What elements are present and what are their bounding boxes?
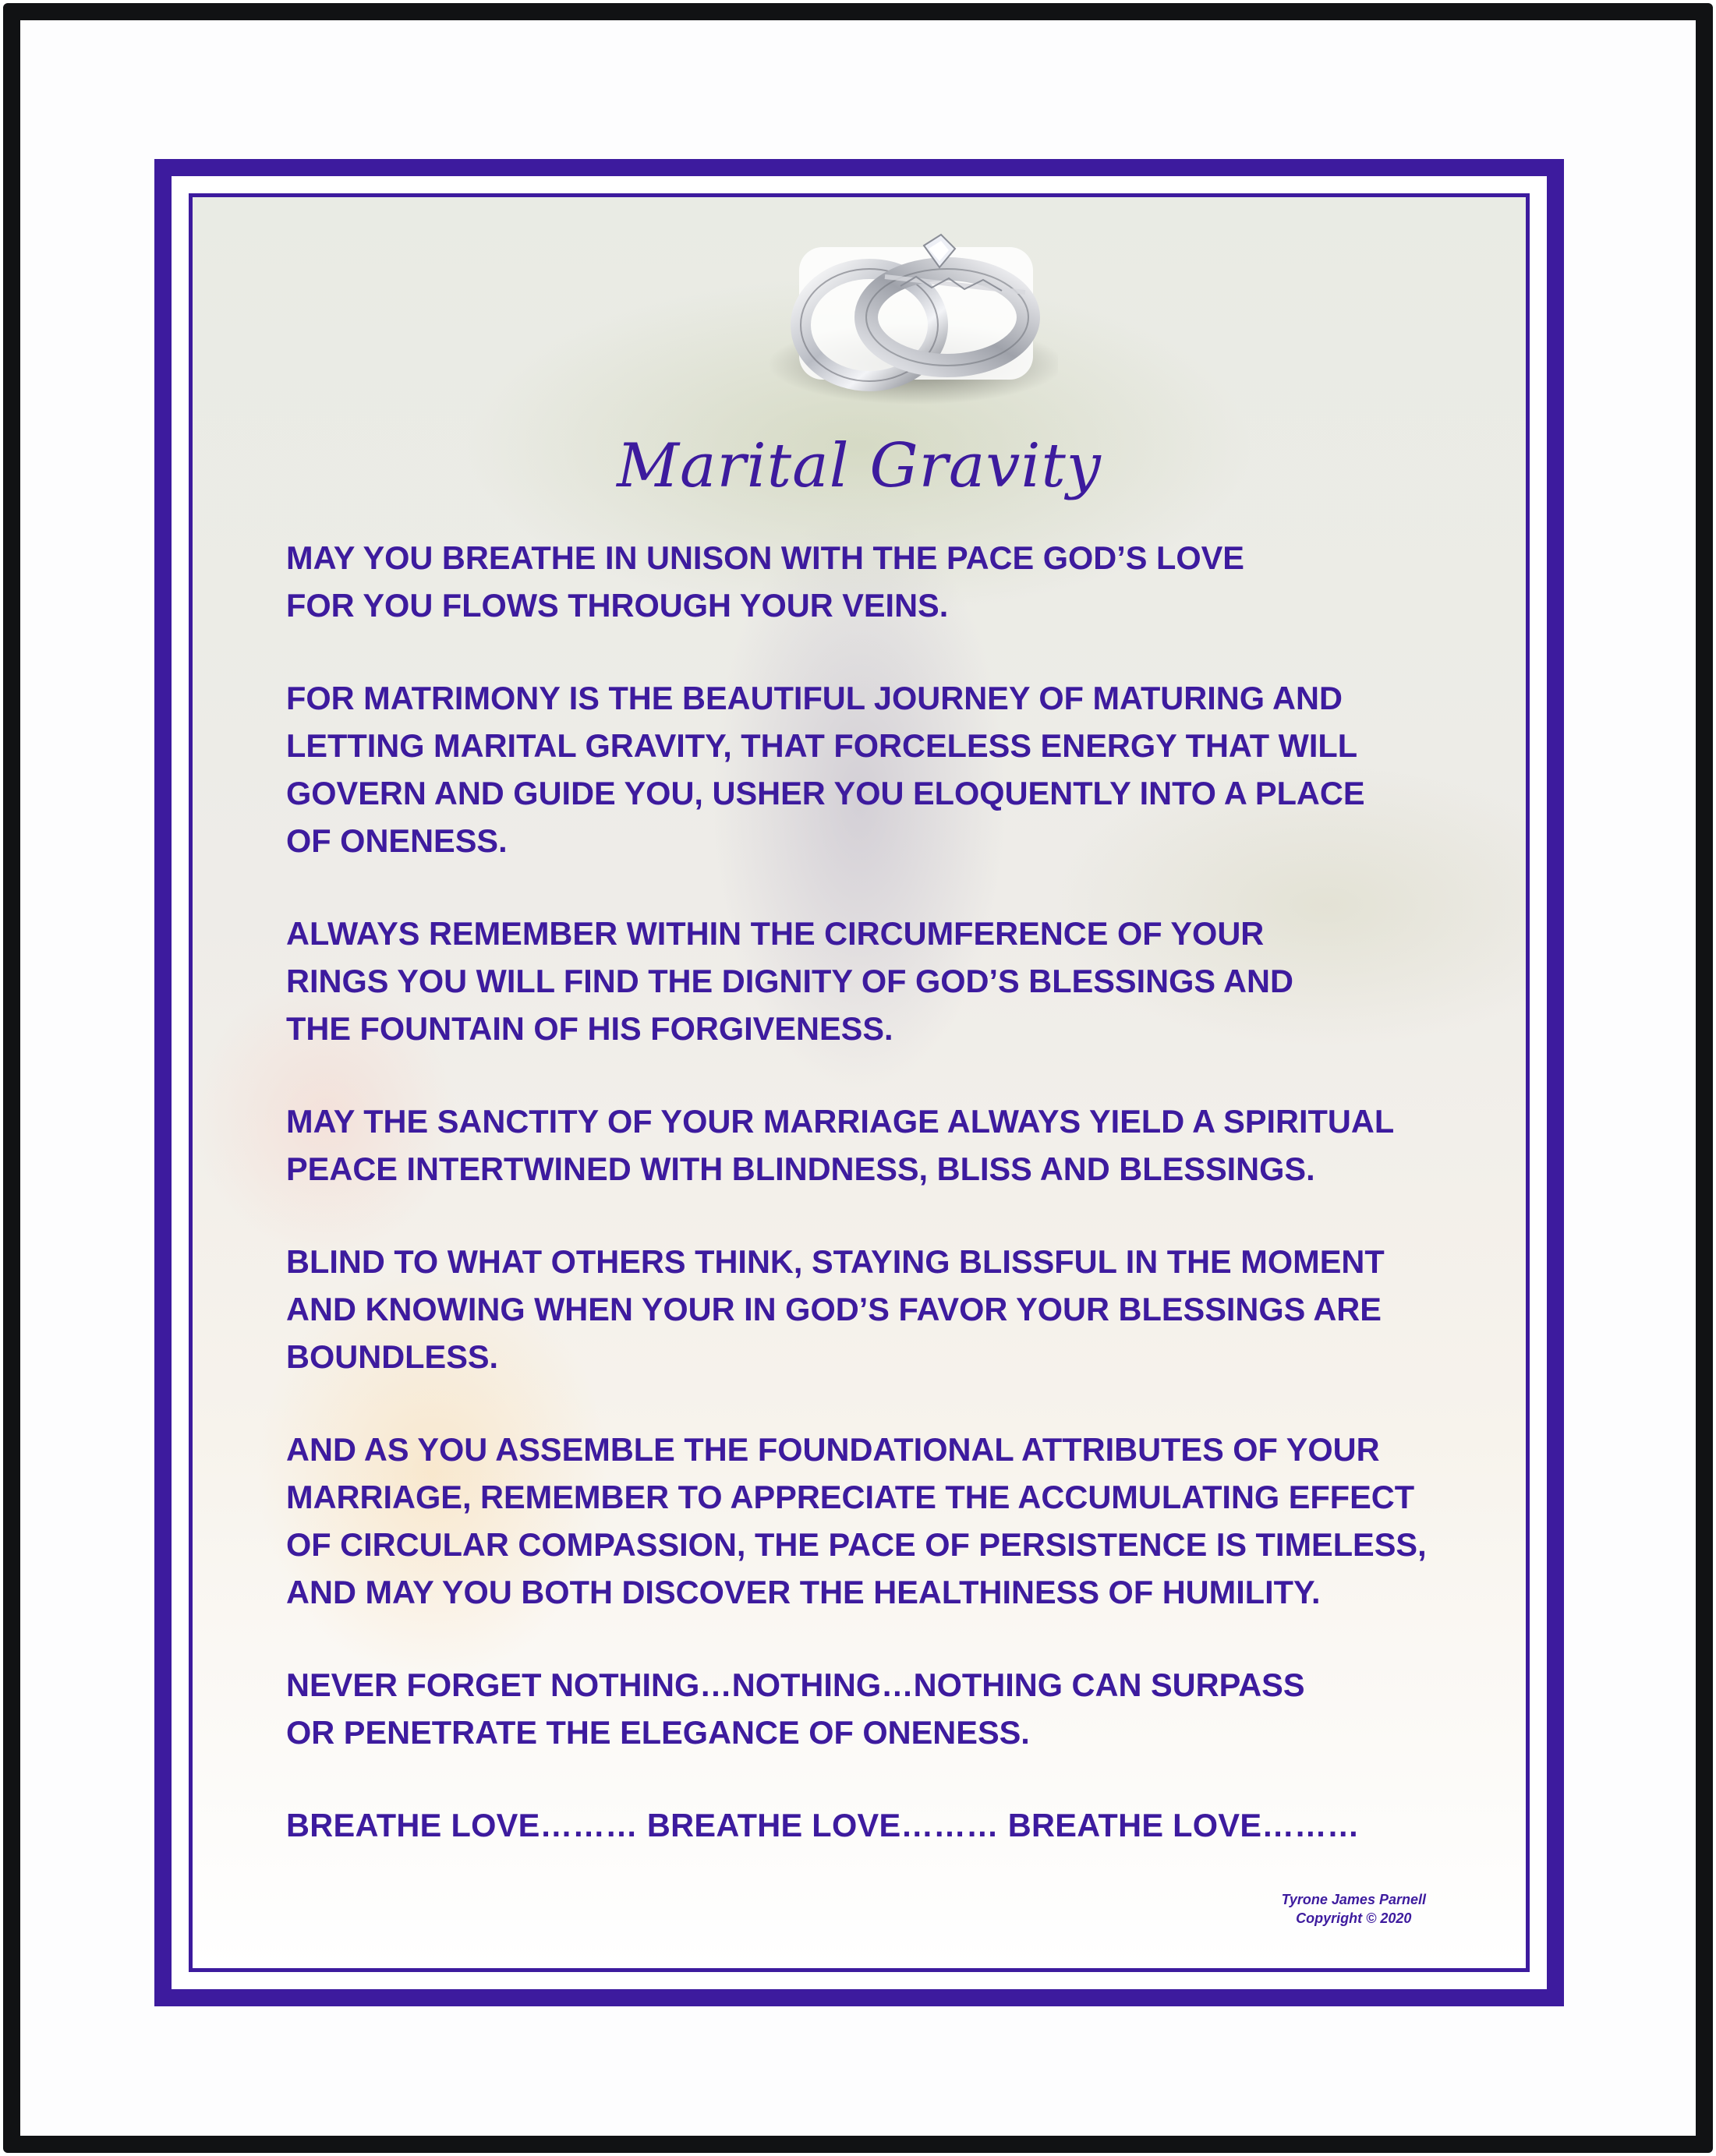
poem-line: RINGS YOU WILL FIND THE DIGNITY OF GOD’S BLESSINGS AND [286,963,1293,999]
poem-line: MARRIAGE, REMEMBER TO APPRECIATE THE ACCUMULATING EFFECT [286,1479,1415,1515]
purple-border-frame [154,159,1564,2006]
poem-paragraph [286,674,1502,864]
poem-line: MAY THE SANCTITY OF YOUR MARRIAGE ALWAYS YIELD A SPIRITUAL [286,1103,1395,1140]
plaque-board [3,3,1713,2153]
poem-paragraph [286,534,1502,629]
poem-paragraph [286,1426,1502,1616]
poem-line: AND AS YOU ASSEMBLE THE FOUNDATIONAL ATTRIBUTES OF YOUR [286,1431,1380,1468]
poem-line: BLIND TO WHAT OTHERS THINK, STAYING BLISSFUL IN THE MOMENT [286,1243,1385,1280]
signature-block [1282,1890,1426,1928]
poem-line: BOUNDLESS. [286,1338,499,1375]
copyright-notice: Copyright © 2020 [1296,1910,1412,1926]
white-mat [20,20,1696,2136]
poem-line: MAY YOU BREATHE IN UNISON WITH THE PACE GOD’S LOVE [286,539,1244,576]
poem-line: OF CIRCULAR COMPASSION, THE PACE OF PERSISTENCE IS TIMELESS, [286,1526,1427,1563]
wedding-rings-icon [768,232,1058,405]
poem-closing [286,1801,1502,1849]
poem-body [286,534,1502,1894]
poem-paragraph [286,1097,1502,1193]
poem-paragraph [286,1661,1502,1756]
poem-line: AND MAY YOU BOTH DISCOVER THE HEALTHINESS OF HUMILITY. [286,1574,1321,1610]
author-name: Tyrone James Parnell [1281,1892,1426,1907]
poem-line: OF ONENESS. [286,822,508,859]
poem-line: NEVER FORGET NOTHING…NOTHING…NOTHING CAN SURPASS [286,1666,1305,1703]
poem-line: FOR YOU FLOWS THROUGH YOUR VEINS. [286,587,949,624]
poem-panel [189,193,1530,1972]
poem-paragraph [286,1238,1502,1380]
poem-line: THE FOUNTAIN OF HIS FORGIVENESS. [286,1010,893,1047]
poem-line: FOR MATRIMONY IS THE BEAUTIFUL JOURNEY OF MATURING AND [286,680,1343,716]
poem-line: OR PENETRATE THE ELEGANCE OF ONENESS. [286,1714,1030,1751]
poem-line: LETTING MARITAL GRAVITY, THAT FORCELESS ENERGY THAT WILL [286,727,1358,764]
closing-line: BREATHE LOVE……… BREATHE LOVE……… BREATHE LOVE……… [286,1807,1360,1843]
poem-line: ALWAYS REMEMBER WITHIN THE CIRCUMFERENCE OF YOUR [286,915,1265,952]
poem-title: Marital Gravity [617,431,1102,501]
poem-line: AND KNOWING WHEN YOUR IN GOD’S FAVOR YOUR BLESSINGS ARE [286,1291,1382,1327]
poem-paragraph [286,910,1502,1052]
poem-line: PEACE INTERTWINED WITH BLINDNESS, BLISS AND BLESSINGS. [286,1150,1315,1187]
poem-line: GOVERN AND GUIDE YOU, USHER YOU ELOQUENTLY INTO A PLACE [286,775,1365,811]
